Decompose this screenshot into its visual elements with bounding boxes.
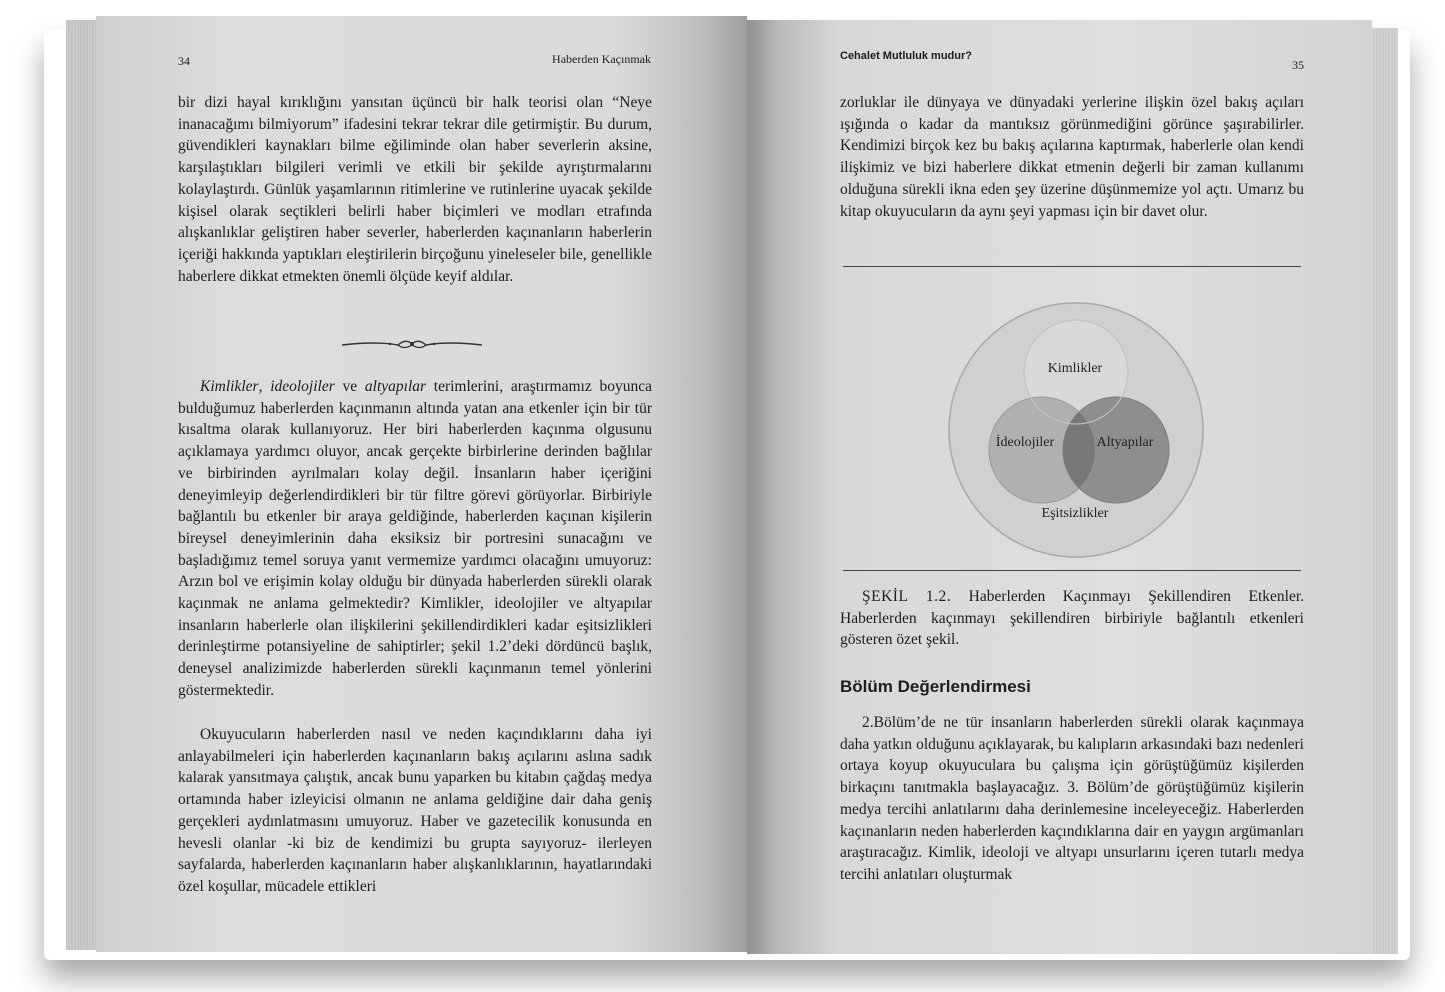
left-paragraph-3: Okuyucuların haberlerden nasıl ve neden kaçındıklarını daha iyi anlayabilmeleri için haberlerden kaçınanların bakış açılarını aslına sadık kalarak yansıtmaya çalıştık, ancak bunu yaparken bu kitabın çağdaş medya ortamında haber izleyicisi olmanın ne anlama geldiğine dair daha geniş gerçekleri aydınlatmasını umuyoruz. Haber ve gazetecilik konusunda en hevesli olanlar -ki biz de kendimizi bu grupta sayıyoruz- ilerleyen sayfalarda, haberlerden kaçınanların haber alışkanlıklarının, hayatlarındaki özel koşullar, mücadele ettikleri [178,726,652,895]
right-page [747,20,1372,954]
figure-top-rule [843,266,1301,267]
figure-caption-label: ŞEKİL 1.2. [862,588,952,605]
venn-label-esitsizlikler: Eşitsizlikler [1041,506,1109,521]
venn-label-altyapilar: Altyapılar [1096,435,1154,450]
term-altyapilar: altyapılar [364,378,427,395]
left-page [96,16,747,952]
venn-label-kimlikler: Kimlikler [1047,361,1103,376]
page-number-right: 35 [1292,58,1304,72]
figure-caption-text: Haberlerden Kaçınmayı Şekillendiren Etkenler. Haberlerden kaçınmayı şekillendiren birbiriyle bağlantılı etkenleri gösteren özet şekil. [840,588,1304,649]
left-paragraph-1: bir dizi hayal kırıklığını yansıtan üçüncü bir halk teorisi olan “Neye inanacağımı bilmiyorum” ifadesini tekrar tekrar dile getirmiştir. Bu durum, güvendikleri kaynakları bilme eğiliminde olan haber severlerin aksine, karşılaştıkları bilgileri verimli ve etkili bir şekilde ayrıştırmalarını kolaylaştırdı. Günlük yaşamlarının ritimlerine ve rutinlerine uyacak şekilde kişisel olarak seçtikleri belirli haber biçimleri ve modları etrafında alışkanlıklar geliştiren haber severler, haberlerden kaçınanların haberlerin içeriği hakkında yaptıkları eleştirilerin birçoğunu yineleseler bile, genellikle haberlere dikkat etmekten önemli ölçüde keyif aldılar. [178,94,652,285]
left-paragraph-2 [178,376,652,702]
separator-text: , [258,378,271,395]
paragraph-2-body: terimlerini, araştırmamız boyunca bulduğumuz haberlerden kaçınmanın altında yatan ana etkenler için bir tür kısaltma olarak kullanıyoruz. Her biri haberlerden kaçınma olgusunu açıklamaya yardımcı oluyor, ancak gerçekte birbirlerine derinden bağlılar ve birbirinden ayrılmaları kolay değil. İnsanların haber içeriğini deneyimleyip değerlendirdikleri bir tür filtre görevi görüyorlar. Birbiriyle bağlantılı bu etkenler bir araya geldiğinde, haberlerden kaçınan kişilerin bireysel deneyimlerinin daha eksiksiz bir portresini sunacağını ve başladığımız temel soruya yanıt vermemize yardımcı olacağını umuyoruz: Arzın bol ve erişimin kolay olduğu bir dünyada haberlerden sürekli olarak kaçınmak ne anlama gelmektedir? Kimlikler, ideolojiler ve altyapılar insanların haberlerle olan ilişkilerini şekillendirdikleri kadar eşitsizlikleri derinleştirme potansiyeline de sahiptirler; şekil 1.2’deki dördüncü başlık, deneysel analizimizde haberlerden sürekli kaçınmanın temel yönlerini göstermektedir. [178,378,652,699]
section-title: Bölüm Değerlendirmesi [840,677,1031,696]
running-head-left: Haberden Kaçınmak [552,52,651,66]
figure-caption [840,586,1304,651]
right-paragraph-2: 2.Bölüm’de ne tür insanların haberlerden sürekli olarak kaçınmaya daha yatkın olduğunu açıklayarak, bu kalıpların arkasındaki bazı nedenleri ortaya koyup okuyuculara bu çalışma için görüştüğümüz kişilerden birkaçını tanıtmakla başlayacağız. 3. Bölüm’de görüştüğümüz kişilerin medya tercihi anlatılarını daha derinlemesine inceleyeceğiz. Haberlerden kaçınanların neden haberlerden kaçındıklarına dair en yaygın argümanları araştıracağız. Kimlik, ideoloji ve altyapı unsurlarını içeren tutarlı medya tercihi anlatıları oluşturmak [840,714,1304,883]
venn-label-ideolojiler: İdeolojiler [995,435,1055,450]
page-number-left: 34 [178,54,190,68]
term-ideolojiler: ideolojiler [270,378,335,395]
ornament-divider-icon [340,336,484,352]
figure-bottom-rule [843,570,1301,571]
separator-text: ve [334,378,365,395]
term-kimlikler: Kimlikler [200,378,259,395]
right-paragraph-1: zorluklar ile dünyaya ve dünyadaki yerlerine ilişkin özel bakış açıları ışığında o kadar da mantıksız görünmediğini görünce şaşırabilirler. Kendimizi birçok kez bu bakış açılarına kaptırmak, haberlerle olan kendi ilişkimiz ve bizi haberlere dikkat etmenin değerli bir zaman kullanımı olduğuna sürekli ikna eden şey üzerine düşünmemize yol açtı. Umarız bu kitap okuyucuların da aynı şeyi yapması için bir davet olur. [840,94,1304,220]
running-head-right: Cehalet Mutluluk mudur? [840,50,972,62]
